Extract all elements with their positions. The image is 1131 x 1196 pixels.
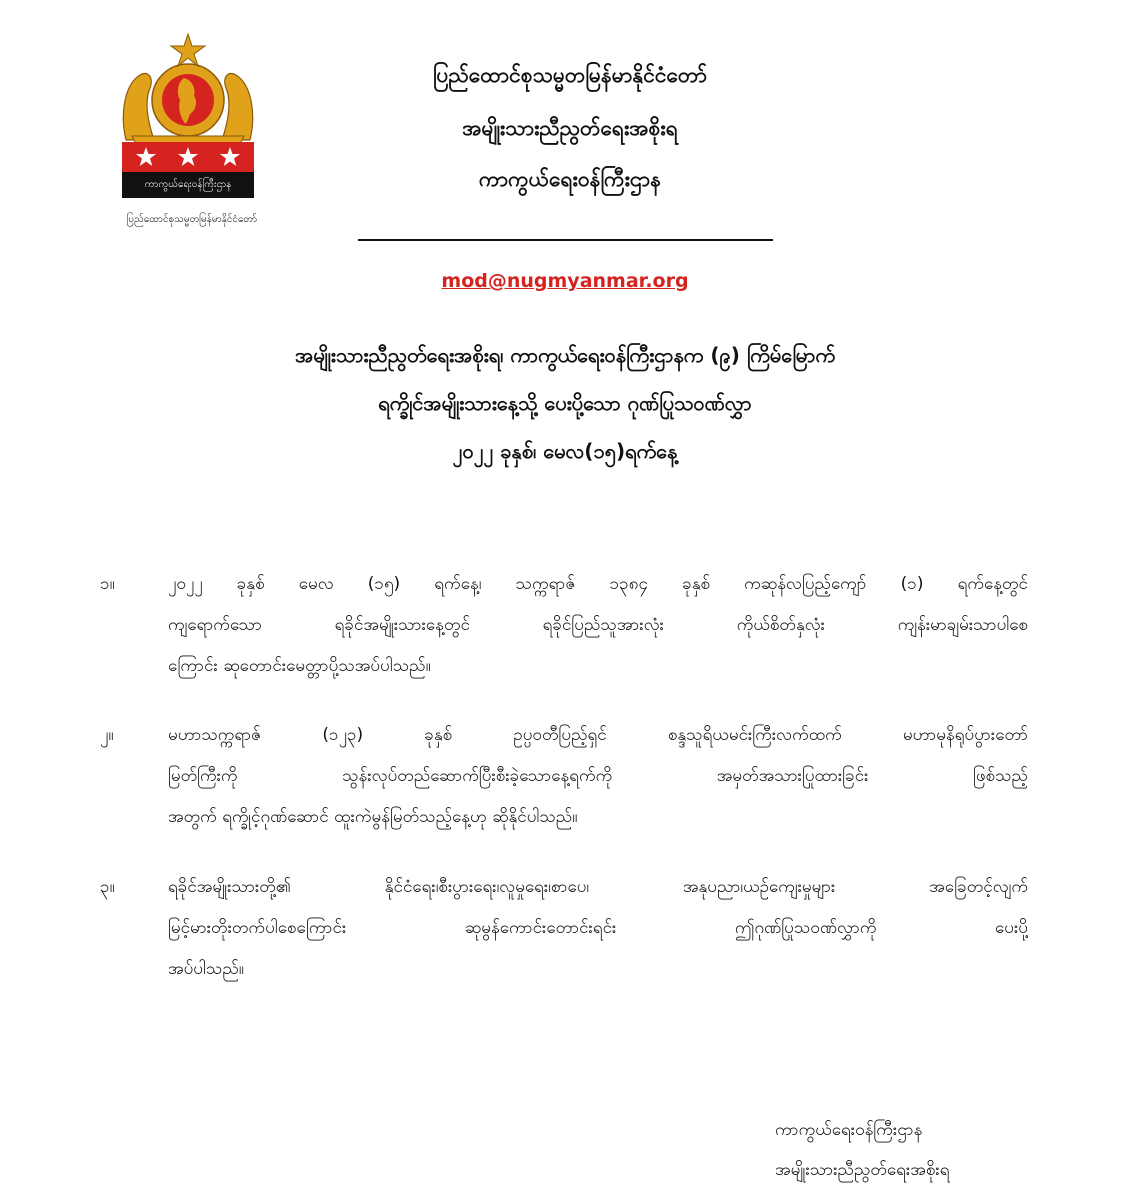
paragraph-line: ကျရောက်သော ရခိုင်အမျိုးသားနေ့တွင် ရခိုင်ပြည်သူအားလုံး ကိုယ်စိတ်နှလုံး ကျန်းမာချမ်းသာပါစေ <box>168 615 1028 635</box>
title-line: ရက္ခိုင်အမျိုးသားနေ့သို့ ပေးပို့သော ဂုဏ်ပြုသဝဏ်လွှာ <box>378 391 752 415</box>
emblem-caption: ပြည်ထောင်စုသမ္မတမြန်မာနိုင်ငံတော် <box>126 214 258 225</box>
paragraph-line: မြင့်မားတိုးတက်ပါစေကြောင်း ဆုမွန်ကောင်းတောင်းရင်း ဤဂုဏ်ပြုသဝဏ်လွှာကို ပေးပို့ <box>168 918 1028 938</box>
paragraph-number: ၁။ <box>100 574 115 594</box>
paragraph-line: အတွက် ရက္ခိုင့်ဂုဏ်ဆောင် ထူးကဲမွန်မြတ်သည့်နေ့ဟု ဆိုနိုင်ပါသည်။ <box>168 807 578 827</box>
paragraph-number: ၂။ <box>100 725 114 745</box>
header-ministry-name: ကာကွယ်ရေးဝန်ကြီးဌာန <box>478 167 662 191</box>
header-divider <box>358 239 773 241</box>
paragraph-line: အပ်ပါသည်။ <box>168 959 244 979</box>
paragraph-line: မြတ်ကြီးကို သွန်းလုပ်တည်ဆောက်ပြီးစီးခဲ့သောနေ့ရက်ကို အမှတ်အသားပြုထားခြင်း ဖြစ်သည့် <box>168 766 1028 786</box>
header-country-name: ပြည်ထောင်စုသမ္မတမြန်မာနိုင်ငံတော် <box>432 63 707 87</box>
ministry-emblem <box>118 30 258 226</box>
paragraph-line: ကြောင်း ဆုတောင်းမေတ္တာပို့သအပ်ပါသည်။ <box>168 656 431 676</box>
contact-email-link[interactable]: mod@nugmyanmar.org <box>441 270 689 292</box>
title-date: ၂၀၂၂ ခုနှစ်၊ မေလ(၁၅)ရက်နေ့ <box>452 439 678 463</box>
title-line: အမျိုးသားညီညွတ်ရေးအစိုးရ၊ ကာကွယ်ရေးဝန်ကြီးဌာနက (၉) ကြိမ်မြောက် <box>294 343 836 367</box>
paragraph-line: ရခိုင်အမျိုးသားတို့၏ နိုင်ငံရေး၊စီးပွားရေး၊လူမှုရေး၊စာပေ၊ အနုပညာ၊ယဉ်ကျေးမှုများ အခြေတင့်လျက် <box>168 877 1028 897</box>
emblem-banner-text: ကာကွယ်ရေးဝန်ကြီးဌာန <box>144 179 232 190</box>
paragraph-line: မဟာသက္ကရာဇ် (၁၂၃) ခုနှစ် ဥပ္ပဝတီပြည့်ရှင် စန္ဒသူရိယမင်းကြီးလက်ထက် မဟာမုနိရုပ်ပွားတော် <box>168 725 1028 745</box>
signature-government: အမျိုးသားညီညွတ်ရေးအစိုးရ <box>775 1160 950 1180</box>
signature-ministry: ကာကွယ်ရေးဝန်ကြီးဌာန <box>775 1120 923 1140</box>
header-government-name: အမျိုးသားညီညွတ်ရေးအစိုးရ <box>462 116 678 140</box>
paragraph-line: ၂၀၂၂ ခုနှစ် မေလ (၁၅) ရက်နေ့၊ သက္ကရာဇ် ၁၃၈၄ ခုနှစ် ကဆုန်လပြည့်ကျော် (၁) ရက်နေ့တွင် <box>168 574 1028 594</box>
paragraph-number: ၃။ <box>100 877 115 897</box>
